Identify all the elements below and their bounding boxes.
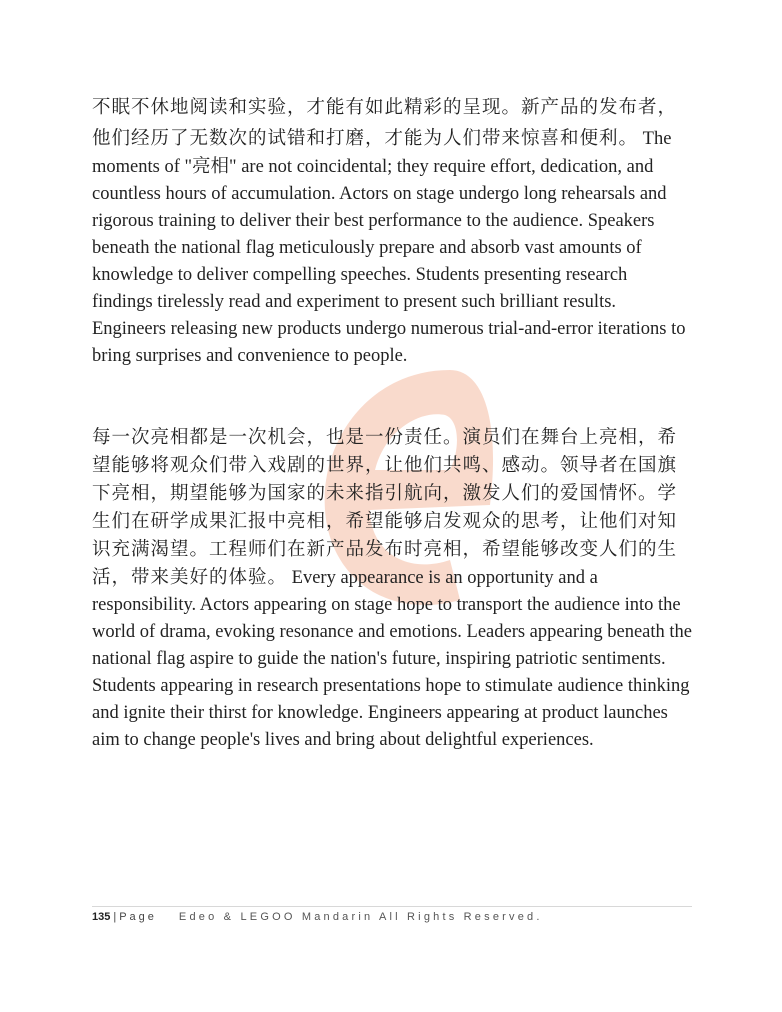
paragraph-1-english: The moments of "亮相" are not coincidental; they require effort, dedication, and countless hours of accumulation. Actors on stage undergo long rehearsals and rigorous training to deliver their best performance to the audience. Speakers beneath the national flag meticulously prepare and absorb vast amounts of knowledge to deliver compelling speeches. Students presenting research findings tirelessly read and experiment to present such brilliant results. Engineers releasing new products undergo numerous trial-and-error iterations to bring surprises and convenience to people. <box>92 129 686 366</box>
page-footer <box>92 906 692 923</box>
paragraph-2-chinese: 每一次亮相都是一次机会，也是一份责任。演员们在舞台上亮相，希望能够将观众们带入戏剧的世界，让他们共鸣、感动。领导者在国旗下亮相，期望能够为国家的未来指引航向，激发人们的爱国情怀。学生们在研学成果汇报中亮相，希望能够启发观众的思考，让他们对知识充满渴望。工程师们在新产品发布时亮相，希望能够改变人们的生活，带来美好的体验。 <box>92 427 678 588</box>
paragraph-2 <box>92 424 692 754</box>
page-label: Page <box>119 911 157 923</box>
page-number: 135 <box>92 911 111 923</box>
footer-separator: | <box>113 911 117 923</box>
document-body <box>92 92 692 754</box>
paragraph-2-english: Every appearance is an opportunity and a responsibility. Actors appearing on stage hope to transport the audience into the world of drama, evoking resonance and emotions. Leaders appearing beneath the national flag aspire to guide the nation's future, inspiring patriotic sentiments. Students appearing in research presentations hope to stimulate audience thinking and ignite their thirst for knowledge. Engineers appearing at product launches aim to change people's lives and bring about delightful experiences. <box>92 568 692 750</box>
copyright-notice: Edeo & LEGOO Mandarin All Rights Reserved. <box>178 911 543 923</box>
paragraph-1-chinese: 不眠不休地阅读和实验，才能有如此精彩的呈现。新产品的发布者，他们经历了无数次的试错和打磨，才能为人们带来惊喜和便利。 <box>92 97 678 149</box>
paragraph-1 <box>92 92 692 370</box>
